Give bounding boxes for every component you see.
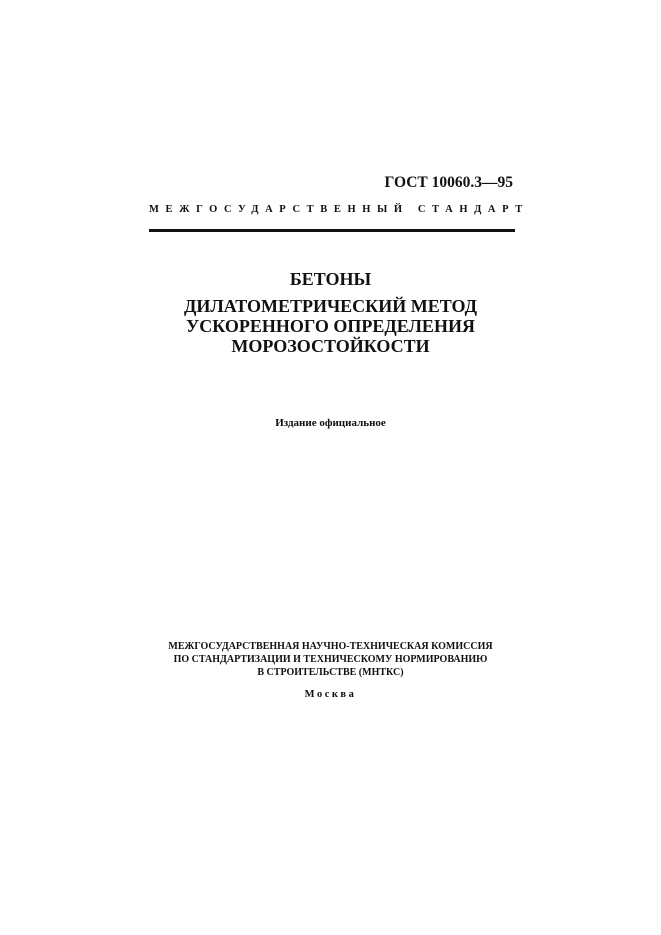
subtitle-line: МОРОЗОСТОЙКОСТИ bbox=[231, 336, 430, 356]
publisher-line: ПО СТАНДАРТИЗАЦИИ И ТЕХНИЧЕСКОМУ НОРМИРОВАНИЮ bbox=[173, 654, 488, 665]
publisher-block bbox=[0, 640, 661, 679]
header-rule bbox=[149, 229, 515, 232]
standard-number: ГОСТ 10060.3—95 bbox=[384, 174, 513, 191]
document-title: БЕТОНЫ bbox=[289, 269, 372, 289]
publication-city: Москва bbox=[304, 689, 357, 700]
publisher-line: МЕЖГОСУДАРСТВЕННАЯ НАУЧНО-ТЕХНИЧЕСКАЯ КОМИССИЯ bbox=[168, 641, 493, 652]
edition-note: Издание официальное bbox=[275, 417, 386, 429]
standard-type-heading: МЕЖГОСУДАРСТВЕННЫЙ СТАНДАРТ bbox=[149, 204, 529, 215]
subtitle-line: ДИЛАТОМЕТРИЧЕСКИЙ МЕТОД bbox=[183, 296, 477, 316]
publisher-line: В СТРОИТЕЛЬСТВЕ (МНТКС) bbox=[257, 667, 404, 678]
document-subtitle bbox=[0, 296, 661, 356]
subtitle-line: УСКОРЕННОГО ОПРЕДЕЛЕНИЯ bbox=[186, 316, 475, 336]
